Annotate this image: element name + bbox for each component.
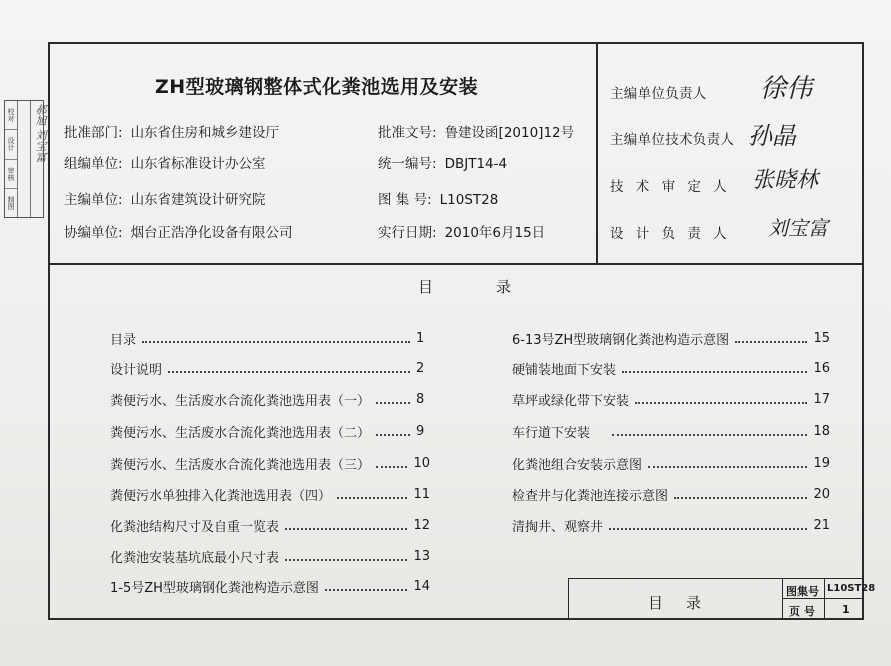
toc-item-label: 目录 (110, 332, 137, 348)
toc-item-label: 硬铺装地面下安装 (512, 362, 617, 378)
toc-item-page: 11 (413, 486, 430, 502)
toc-item-page: 16 (813, 360, 830, 376)
info-label: 主编单位: (64, 192, 123, 208)
toc-item-label: 检查井与化粪池连接示意图 (512, 488, 669, 504)
info-label: 批准部门: (64, 125, 123, 141)
toc-item[interactable] (110, 421, 430, 441)
info-value: 山东省标准设计办公室 (130, 156, 266, 172)
info-chief-unit (64, 188, 266, 208)
toc-item[interactable] (110, 576, 430, 596)
toc-leader (648, 466, 807, 468)
toc-item-page: 18 (813, 423, 830, 439)
info-atlas-number (378, 188, 498, 208)
info-value: 鲁建设函[2010]12号 (444, 125, 575, 141)
toc-item-label: 设计说明 (110, 362, 163, 378)
toc-leader (376, 402, 410, 404)
toc-item-page: 8 (416, 391, 425, 407)
toc-item[interactable] (512, 421, 830, 441)
toc-item-label: 化粪池安装基坑底最小尺寸表 (110, 550, 280, 566)
title-block (568, 578, 864, 620)
page-number-label: 页 号 (789, 605, 815, 618)
toc-item[interactable] (512, 389, 830, 409)
toc-leader (142, 341, 410, 343)
toc-item-page: 2 (416, 360, 425, 376)
toc-heading-right: 录 (496, 278, 512, 296)
info-value: 2010年6月15日 (444, 225, 546, 241)
toc-leader (285, 528, 407, 530)
title-block-divider (824, 578, 825, 620)
toc-leader (285, 559, 407, 561)
binding-cell: 设计 (5, 130, 17, 159)
toc-item-page: 1 (416, 330, 425, 346)
toc-item-page: 15 (813, 330, 830, 346)
responsible-label: 设 计 负 责 人 (610, 226, 731, 242)
toc-leader (168, 371, 410, 373)
info-approval-dept (64, 121, 279, 141)
info-label: 协编单位: (64, 225, 123, 241)
info-compiling-unit (64, 152, 266, 172)
toc-leader (674, 497, 807, 499)
toc-item-label: 粪便污水、生活废水合流化粪池选用表（三） (110, 457, 371, 473)
page-number-value: 1 (842, 603, 850, 616)
toc-item-page: 12 (413, 517, 430, 533)
toc-item[interactable] (512, 328, 830, 348)
signature: 刘宝富 (768, 216, 828, 240)
toc-item-page: 10 (413, 455, 430, 471)
toc-leader (376, 466, 407, 468)
toc-leader (609, 528, 807, 530)
toc-item[interactable] (110, 389, 430, 409)
atlas-number-label: 图集号 (786, 585, 819, 598)
page-title: ZH型玻璃钢整体式化粪池选用及安装 (155, 76, 479, 98)
info-value: L10ST28 (439, 192, 499, 208)
toc-leader (376, 434, 410, 436)
responsible-label: 主编单位负责人 (610, 86, 707, 102)
toc-heading-left: 目 (418, 278, 434, 296)
responsible-label: 技 术 审 定 人 (610, 179, 731, 195)
toc-item[interactable] (512, 453, 830, 473)
toc-item-label: 车行道下安装 (512, 425, 591, 441)
header-bottom-rule (48, 263, 864, 265)
toc-item-label: 粪便污水单独排入化粪池选用表（四） (110, 488, 332, 504)
info-label: 批准文号: (378, 125, 437, 141)
info-approval-number (378, 121, 574, 141)
toc-item[interactable] (512, 358, 830, 378)
toc-item[interactable] (110, 328, 430, 348)
toc-item-page: 19 (813, 455, 830, 471)
toc-item[interactable] (512, 515, 830, 535)
info-effective-date (378, 221, 545, 241)
toc-leader (622, 371, 807, 373)
info-value: 山东省建筑设计研究院 (130, 192, 266, 208)
info-label: 统一编号: (378, 156, 437, 172)
toc-item-page: 13 (413, 548, 430, 564)
info-unified-number (378, 152, 507, 172)
signature: 徐伟 (760, 74, 813, 104)
toc-item[interactable] (110, 453, 430, 473)
toc-item-label: 1-5号ZH型玻璃钢化粪池构造示意图 (110, 580, 319, 596)
toc-item-label: 6-13号ZH型玻璃钢化粪池构造示意图 (512, 332, 730, 348)
header-divider (596, 42, 598, 264)
binding-cell: 制图 (7, 195, 15, 210)
toc-item-label: 化粪池组合安装示意图 (512, 457, 643, 473)
toc-item-label: 粪便污水、生活废水合流化粪池选用表（二） (110, 425, 371, 441)
signature: 孙晶 (748, 122, 796, 150)
toc-item-page: 9 (416, 423, 425, 439)
info-value: 山东省住房和城乡建设厅 (130, 125, 280, 141)
title-block-name-right: 录 (686, 594, 702, 612)
info-value: 烟台正浩净化设备有限公司 (130, 225, 293, 241)
toc-item-label: 化粪池结构尺寸及自重一览表 (110, 519, 280, 535)
toc-item-page: 14 (413, 578, 430, 594)
info-label: 组编单位: (64, 156, 123, 172)
info-value: DBJT14-4 (444, 156, 508, 172)
toc-item[interactable] (110, 484, 430, 504)
toc-item-page: 21 (813, 517, 830, 533)
toc-item[interactable] (110, 515, 430, 535)
toc-item[interactable] (110, 358, 430, 378)
toc-item-page: 17 (813, 391, 830, 407)
info-label: 图 集 号: (378, 192, 432, 208)
binding-cell: 审核 (5, 160, 17, 189)
info-label: 实行日期: (378, 225, 437, 241)
toc-leader (337, 497, 407, 499)
toc-item-label: 清掏井、观察井 (512, 519, 604, 535)
toc-leader (325, 589, 408, 591)
toc-item-label: 草坪或绿化带下安装 (512, 393, 630, 409)
title-block-name-left: 目 (648, 594, 664, 612)
toc-item-label: 粪便污水、生活废水合流化粪池选用表（一） (110, 393, 371, 409)
title-block-divider (782, 578, 783, 620)
toc-leader (735, 341, 807, 343)
responsible-label: 主编单位技术负责人 (610, 132, 735, 148)
toc-item[interactable] (110, 546, 430, 566)
binding-signature: 郝旭 刘宝富 (34, 104, 47, 163)
toc-item-page: 20 (813, 486, 830, 502)
toc-leader (635, 402, 807, 404)
atlas-number-value: L10ST28 (827, 583, 876, 594)
signature: 张晓林 (752, 168, 819, 193)
info-assisting-unit (64, 221, 293, 241)
binding-cell: 校对 (5, 101, 17, 130)
toc-item[interactable] (512, 484, 830, 504)
toc-leader (612, 434, 807, 436)
